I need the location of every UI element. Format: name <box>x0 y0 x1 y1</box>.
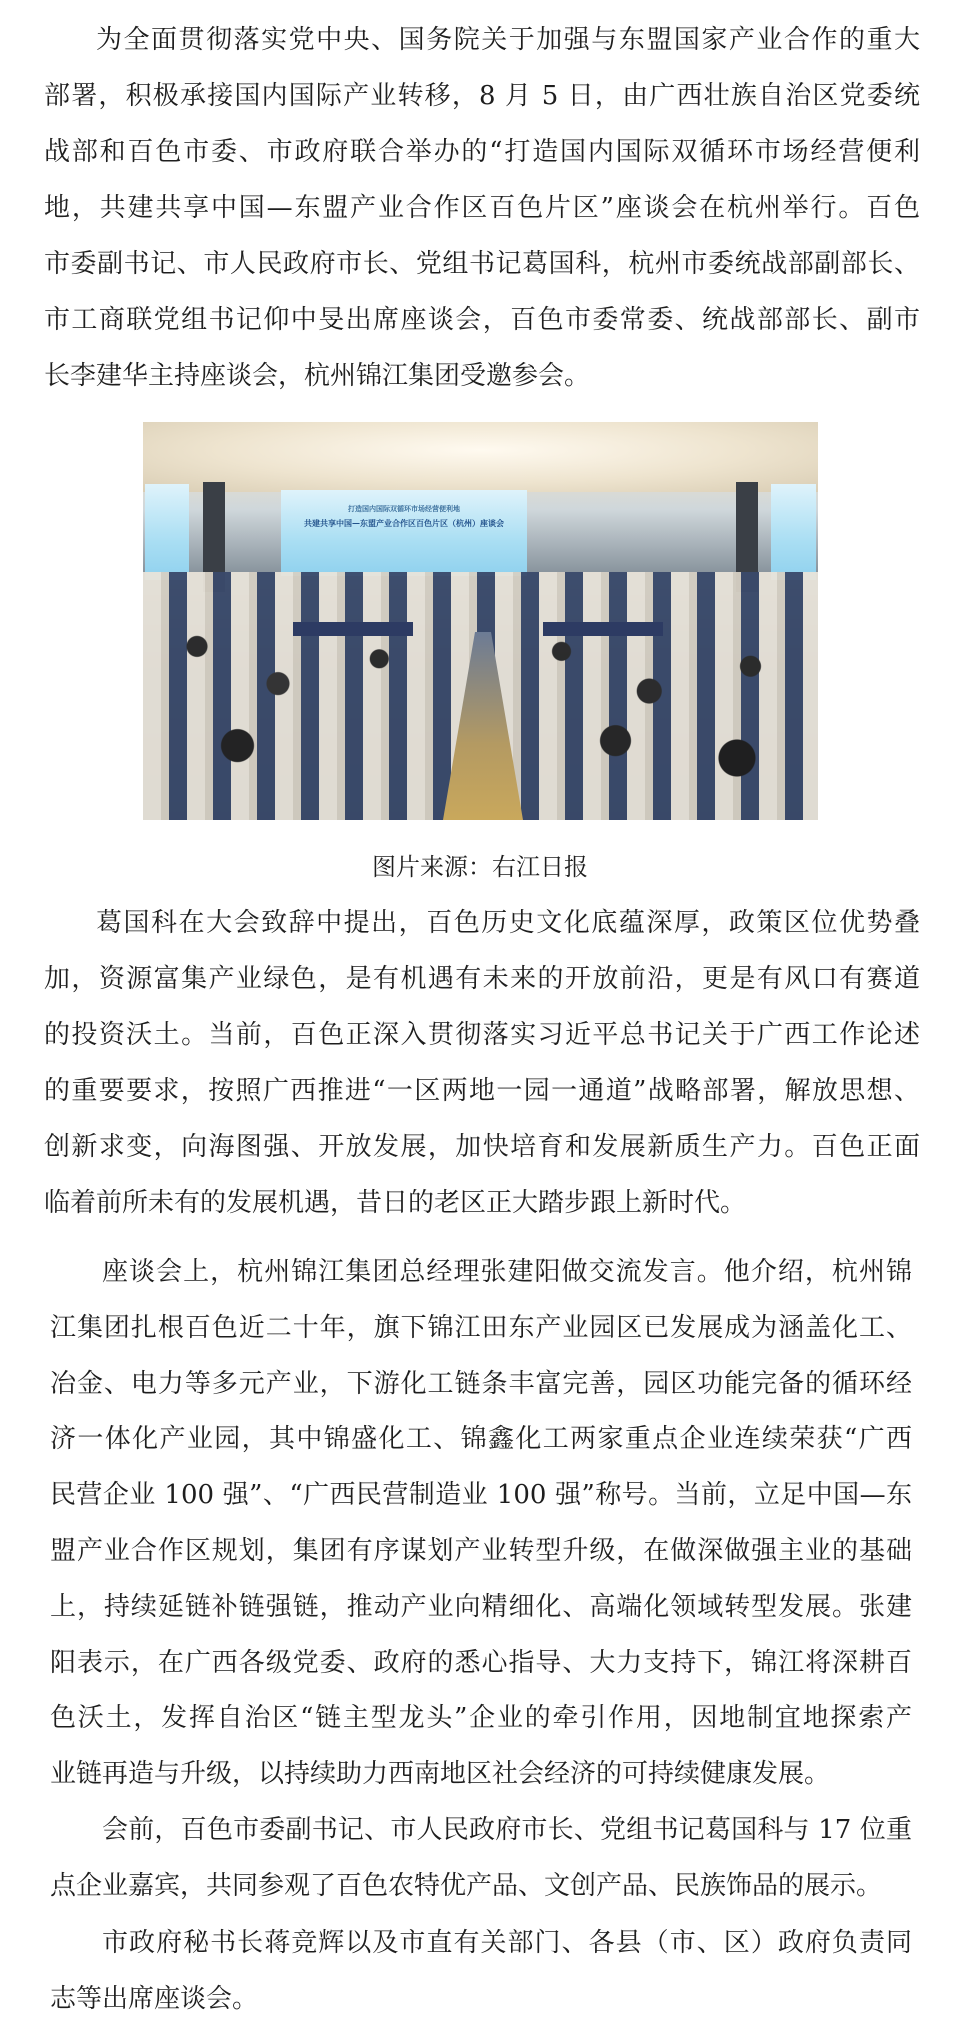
text-line: 江集团扎根百色近二十年，旗下锦江田东产业园区已发展成为涵盖化工、 <box>50 1312 912 1343</box>
paragraph-intro <box>44 12 920 404</box>
text-line: 战部和百色市委、市政府联合举办的“打造国内国际双循环市场经营便利 <box>44 137 920 167</box>
side-screen-left <box>145 484 189 580</box>
text-line: 部署，积极承接国内国际产业转移，8 月 5 日，由广西壮族自治区党委统 <box>44 81 920 111</box>
ceiling-lights <box>143 422 818 492</box>
meeting-table <box>293 622 413 636</box>
text-line: 加，资源富集产业绿色，是有机遇有未来的开放前沿，更是有风口有赛道 <box>44 964 920 994</box>
screen-title-line2: 共建共享中国—东盟产业合作区百色片区（杭州）座谈会 <box>304 518 504 528</box>
text-line: 临着前所未有的发展机遇，昔日的老区正大踏步跟上新时代。 <box>44 1188 747 1218</box>
text-line: 冶金、电力等多元产业，下游化工链条丰富完善，园区功能完备的循环经 <box>50 1368 912 1399</box>
main-screen <box>281 490 527 576</box>
text-line: 座谈会上，杭州锦江集团总经理张建阳做交流发言。他介绍，杭州锦 <box>102 1257 912 1287</box>
text-line: 民营企业 100 强”、“广西民营制造业 100 强”称号。当前，立足中国—东 <box>50 1480 912 1511</box>
text-line: 济一体化产业园，其中锦盛化工、锦鑫化工两家重点企业连续荣获“广西 <box>50 1424 912 1455</box>
side-screen-right <box>771 484 816 580</box>
text-line: 市委副书记、市人民政府市长、党组书记葛国科，杭州市委统战部副部长、 <box>44 249 920 279</box>
paragraph-attendees <box>50 1915 912 2027</box>
text-line: 会前，百色市委副书记、市人民政府市长、党组书记葛国科与 17 位重 <box>102 1815 912 1845</box>
text-line: 色沃土，发挥自治区“链主型龙头”企业的牵引作用，因地制宜地探索产 <box>50 1703 912 1734</box>
text-line: 的重要要求，按照广西推进“一区两地一园一通道”战略部署，解放思想、 <box>44 1076 920 1106</box>
text-line: 盟产业合作区规划，集团有序谋划产业转型升级，在做深做强主业的基础 <box>50 1535 912 1566</box>
paragraph-visit <box>50 1802 912 1914</box>
text-line: 葛国科在大会致辞中提出，百色历史文化底蕴深厚，政策区位优势叠 <box>96 908 920 938</box>
text-line: 阳表示，在广西各级党委、政府的悉心指导、大力支持下，锦江将深耕百 <box>50 1647 912 1678</box>
text-line: 点企业嘉宾，共同参观了百色农特优产品、文创产品、民族饰品的展示。 <box>50 1871 883 1901</box>
text-line: 市政府秘书长蒋竞辉以及市直有关部门、各县（市、区）政府负责同 <box>102 1928 912 1958</box>
paragraph-jinjiang <box>50 1245 912 1803</box>
text-line: 上，持续延链补链强链，推动产业向精细化、高端化领域转型发展。张建 <box>50 1591 912 1622</box>
screen-title-line1: 打造国内国际双循环市场经营便利地 <box>348 504 460 513</box>
text-line: 市工商联党组书记仰中旻出席座谈会，百色市委常委、统战部部长、副市 <box>44 305 920 335</box>
text-line: 志等出席座谈会。 <box>50 1984 259 2014</box>
text-line: 为全面贯彻落实党中央、国务院关于加强与东盟国家产业合作的重大 <box>96 25 920 55</box>
conference-photo <box>143 422 818 820</box>
photo-caption: 图片来源：右江日报 <box>372 853 588 881</box>
text-line: 长李建华主持座谈会，杭州锦江集团受邀参会。 <box>44 361 591 391</box>
text-line: 创新求变，向海图强、开放发展，加快培育和发展新质生产力。百色正面 <box>44 1132 920 1162</box>
meeting-table <box>543 622 663 636</box>
text-line: 地，共建共享中国—东盟产业合作区百色片区”座谈会在杭州举行。百色 <box>44 193 920 223</box>
paragraph-speech <box>44 895 920 1231</box>
text-line: 业链再造与升级，以持续助力西南地区社会经济的可持续健康发展。 <box>50 1759 831 1790</box>
text-line: 的投资沃土。当前，百色正深入贯彻落实习近平总书记关于广西工作论述 <box>44 1020 920 1050</box>
